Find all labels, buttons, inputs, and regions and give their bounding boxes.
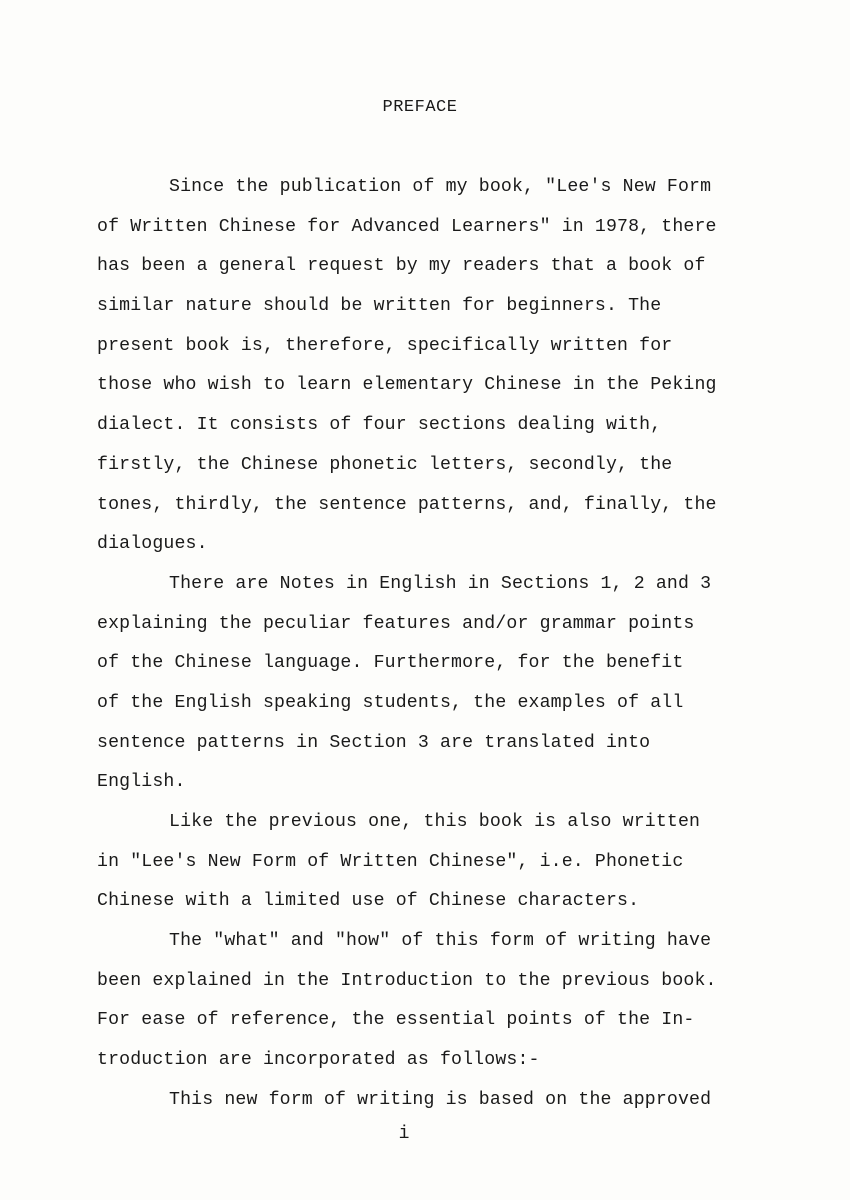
preface-body xyxy=(97,168,787,1121)
paragraph-line: those who wish to learn elementary Chinese in the Peking xyxy=(97,375,717,396)
page-number: i xyxy=(398,1124,410,1144)
paragraph-line: For ease of reference, the essential points of the In- xyxy=(97,1010,695,1031)
paragraph-line: Chinese with a limited use of Chinese characters. xyxy=(97,891,640,912)
paragraph-line: This new form of writing is based on the approved xyxy=(169,1089,712,1110)
paragraph-line: Since the publication of my book, "Lee's New Form xyxy=(169,177,712,197)
paragraph-line: sentence patterns in Section 3 are translated into xyxy=(97,732,651,753)
paragraph-line: The "what" and "how" of this form of writing have xyxy=(169,931,712,952)
paragraph-line: firstly, the Chinese phonetic letters, secondly, the xyxy=(97,454,673,475)
paragraph-line: of Written Chinese for Advanced Learners" in 1978, there xyxy=(97,216,717,237)
paragraph-line: dialogues. xyxy=(97,534,208,555)
paragraph-line: dialect. It consists of four sections dealing with, xyxy=(97,415,662,436)
paragraph-line: There are Notes in English in Sections 1, 2 and 3 xyxy=(169,573,712,594)
paragraph-line: similar nature should be written for beginners. The xyxy=(97,296,662,317)
paragraph-line: Like the previous one, this book is also written xyxy=(169,812,701,832)
paragraph-line: explaining the peculiar features and/or grammar points xyxy=(97,613,695,634)
paragraph-line: troduction are incorporated as follows:- xyxy=(97,1050,540,1071)
paragraph-line: has been a general request by my readers that a book of xyxy=(97,256,706,277)
paragraph-line: of the English speaking students, the examples of all xyxy=(97,692,684,713)
paragraph-line: present book is, therefore, specifically written for xyxy=(97,335,673,356)
paragraph-line: in "Lee's New Form of Written Chinese", i.e. Phonetic xyxy=(97,851,684,872)
paragraph-line: tones, thirdly, the sentence patterns, and, finally, the xyxy=(97,494,717,515)
paragraph-line: been explained in the Introduction to the previous book. xyxy=(97,970,717,991)
paragraph-line: English. xyxy=(97,772,186,793)
paragraph-line: of the Chinese language. Furthermore, for the benefit xyxy=(97,653,684,674)
page-title: PREFACE xyxy=(382,98,458,117)
